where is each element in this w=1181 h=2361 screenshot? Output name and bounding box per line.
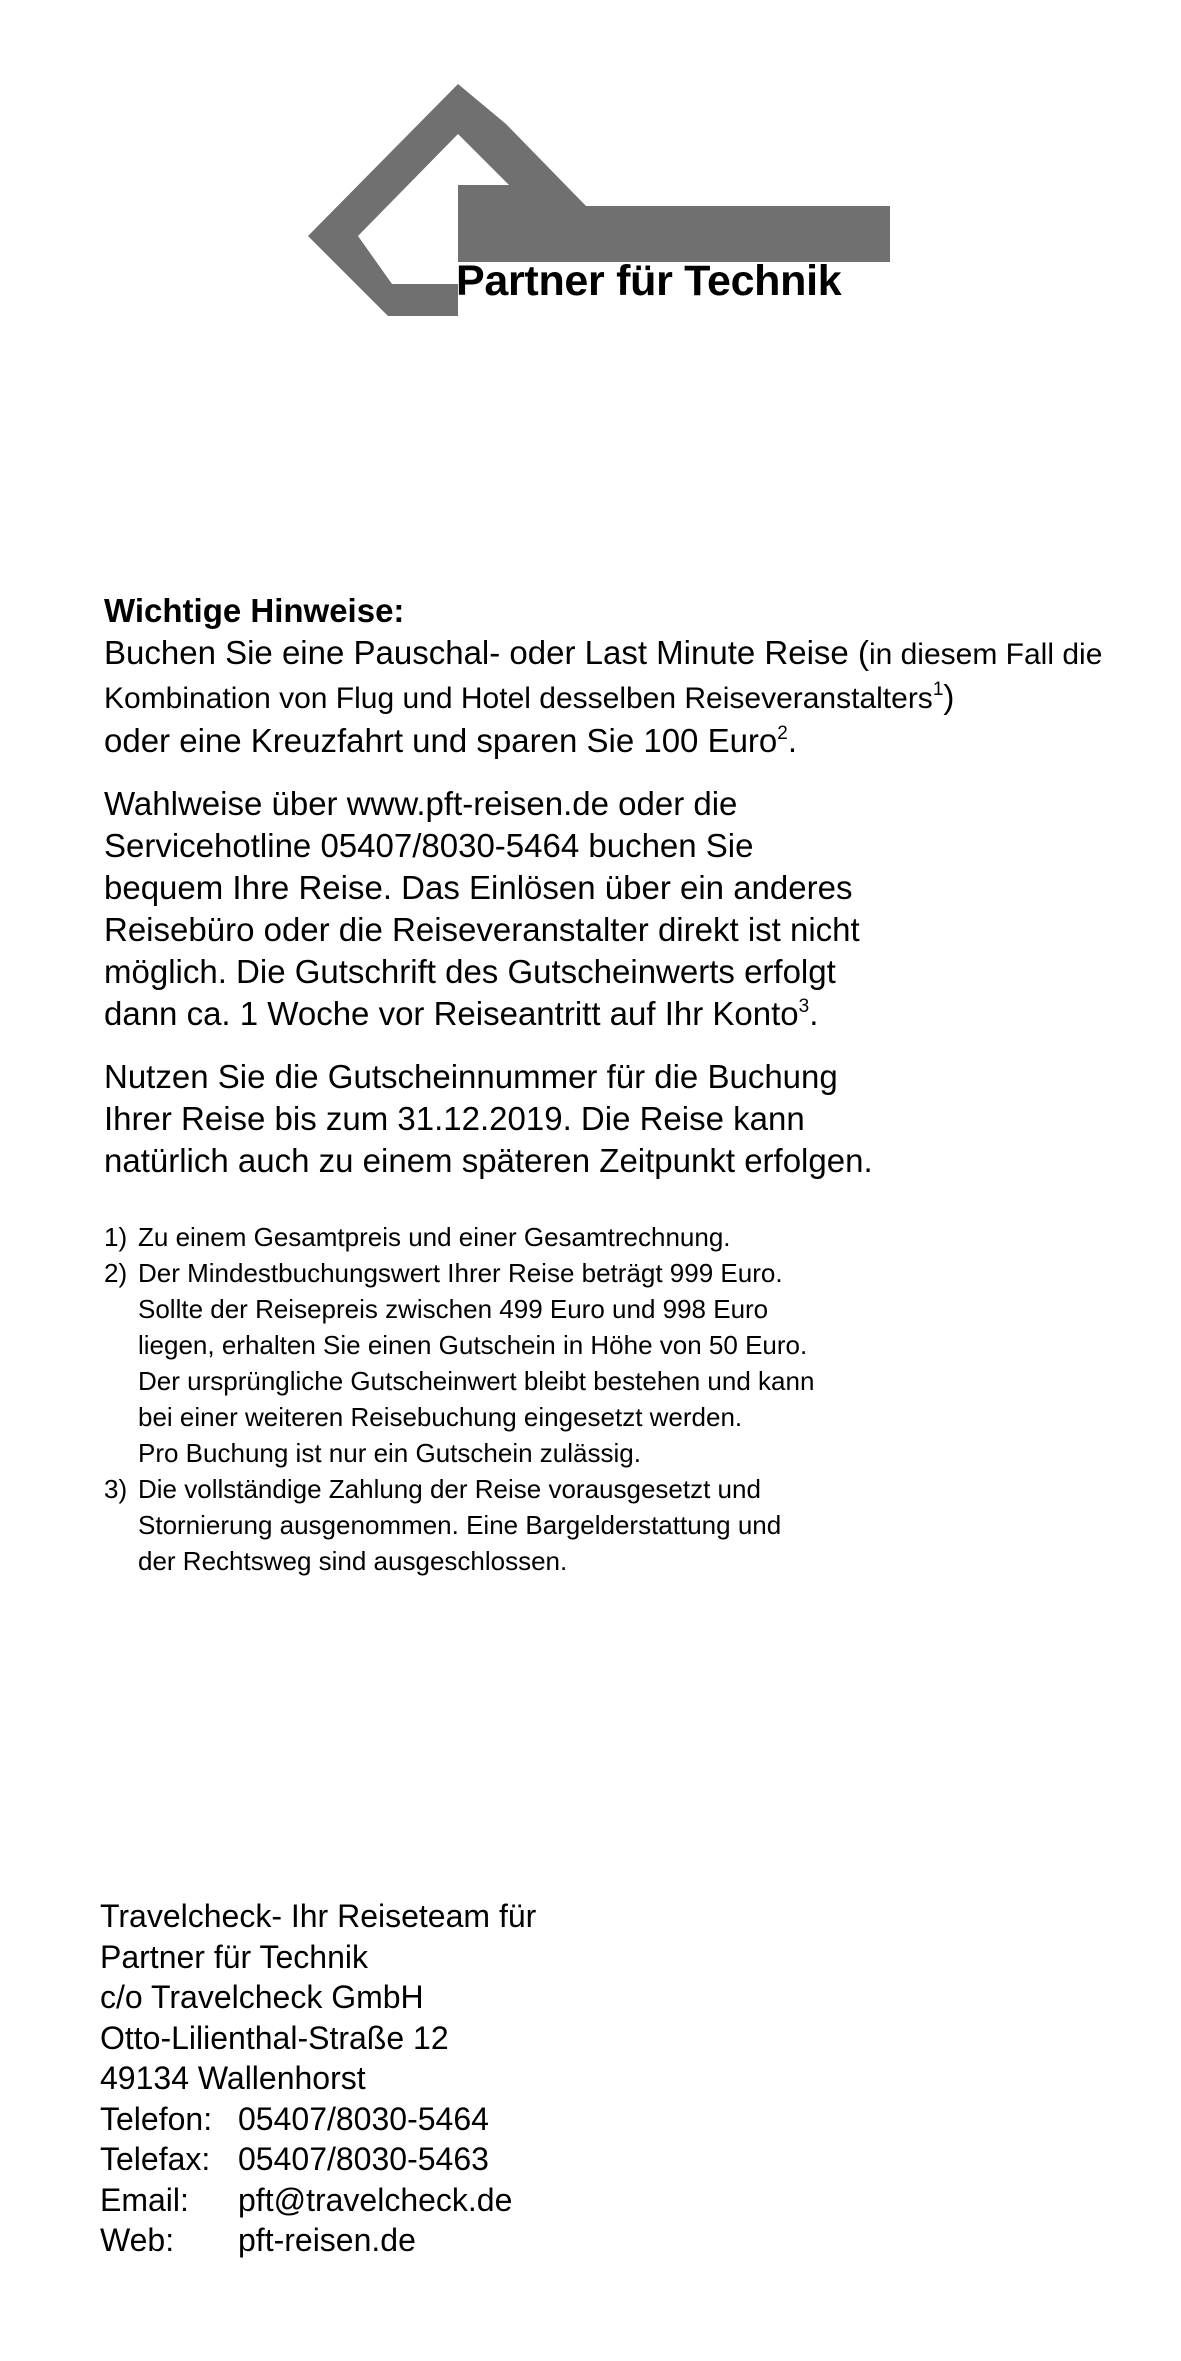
footnote-text [138, 1219, 1164, 1255]
web-link[interactable]: pft-reisen.de [238, 2222, 416, 2258]
footnote-1 [104, 1219, 1164, 1255]
p2-line: Wahlweise über www.pft-reisen.de oder die [104, 785, 738, 822]
address-line: Partner für Technik [100, 1938, 368, 1975]
contact-label: Web: [100, 2222, 175, 2258]
notes-paragraph-3 [104, 1056, 1164, 1182]
footnote-line: liegen, erhalten Sie einen Gutschein in Höhe von 50 Euro. [138, 1330, 808, 1360]
footnotes [104, 1219, 1164, 1579]
footnote-number: 1) [104, 1222, 128, 1252]
p2-line: Servicehotline 05407/8030-5464 buchen Sie [104, 827, 754, 864]
contact-label: Email: [100, 2181, 189, 2218]
p3-line: Nutzen Sie die Gutscheinnummer für die Buchung [104, 1058, 838, 1095]
footnote-line: Zu einem Gesamtpreis und einer Gesamtrechnung. [138, 1222, 731, 1252]
footnote-2 [104, 1255, 1164, 1471]
contact-fax [100, 2139, 536, 2180]
p1-text-c: ) [943, 678, 955, 715]
address-line: Otto-Lilienthal-Straße 12 [100, 2019, 449, 2056]
p2-line-end: . [809, 995, 819, 1032]
p2-line: bequem Ihre Reise. Das Einlösen über ein anderes [104, 869, 853, 906]
logo-brand-name: Partner für Technik [456, 257, 842, 305]
p1-text-a: Buchen Sie eine Pauschal- oder Last Minute Reise ( [104, 634, 869, 671]
email-link[interactable]: pft@travelcheck.de [238, 2181, 513, 2218]
contact-web [100, 2220, 536, 2261]
footnote-ref-3: 3 [798, 996, 810, 1017]
footnote-line: Pro Buchung ist nur ein Gutschein zulässig. [138, 1438, 641, 1468]
footnote-text [138, 1471, 1164, 1579]
footnote-line: Der Mindestbuchungswert Ihrer Reise beträgt 999 Euro. [138, 1258, 783, 1288]
p2-line: Reisebüro oder die Reiseveranstalter direkt ist nicht [104, 911, 860, 948]
footnote-ref-2: 2 [777, 723, 788, 744]
footnote-ref-1: 1 [932, 679, 944, 700]
p2-line: möglich. Die Gutschrift des Gutscheinwerts erfolgt [104, 953, 836, 990]
notes-paragraph-2 [104, 783, 1164, 1035]
contact-phone [100, 2099, 536, 2140]
contact-label: Telefax: [100, 2141, 211, 2177]
notes-paragraph-1 [104, 632, 1164, 762]
fax-value: 05407/8030-5463 [238, 2141, 489, 2177]
contact-address [100, 1896, 536, 2261]
address-line: 49134 Wallenhorst [100, 2060, 366, 2096]
footnote-line: Die vollständige Zahlung der Reise vorausgesetzt und [138, 1474, 761, 1504]
footnote-line: bei einer weiteren Reisebuchung eingesetzt werden. [138, 1402, 743, 1432]
footnote-number: 2) [104, 1258, 128, 1288]
footnote-line: Stornierung ausgenommen. Eine Bargelderstattung und [138, 1510, 782, 1540]
footnote-number: 3) [104, 1474, 128, 1504]
footnote-line: der Rechtsweg sind ausgeschlossen. [138, 1546, 568, 1576]
p1-text-d: oder eine Kreuzfahrt und sparen Sie 100 Euro [104, 722, 778, 759]
footnote-line: Sollte der Reisepreis zwischen 499 Euro und 998 Euro [138, 1294, 769, 1324]
footnote-text [138, 1255, 1164, 1471]
company-logo [308, 84, 890, 316]
p1-text-e: . [787, 722, 798, 759]
p1-text-b: in diesem Fall die Kombination von Flug und Hotel desselben Reiseveranstalters [104, 638, 1103, 715]
footnote-3 [104, 1471, 1164, 1579]
contact-label: Telefon: [100, 2100, 213, 2137]
p2-line: dann ca. 1 Woche vor Reiseantritt auf Ihr Konto [104, 995, 799, 1032]
contact-email [100, 2180, 536, 2221]
important-notes [104, 590, 1164, 1579]
address-line: Travelcheck- Ihr Reiseteam für [100, 1898, 537, 1934]
address-line: c/o Travelcheck GmbH [100, 1979, 424, 2015]
p3-line: Ihrer Reise bis zum 31.12.2019. Die Reise kann [104, 1100, 805, 1137]
phone-value: 05407/8030-5464 [238, 2100, 489, 2137]
notes-heading: Wichtige Hinweise: [104, 592, 405, 629]
footnote-line: Der ursprüngliche Gutscheinwert bleibt bestehen und kann [138, 1366, 815, 1396]
p3-line: natürlich auch zu einem späteren Zeitpunkt erfolgen. [104, 1142, 873, 1179]
